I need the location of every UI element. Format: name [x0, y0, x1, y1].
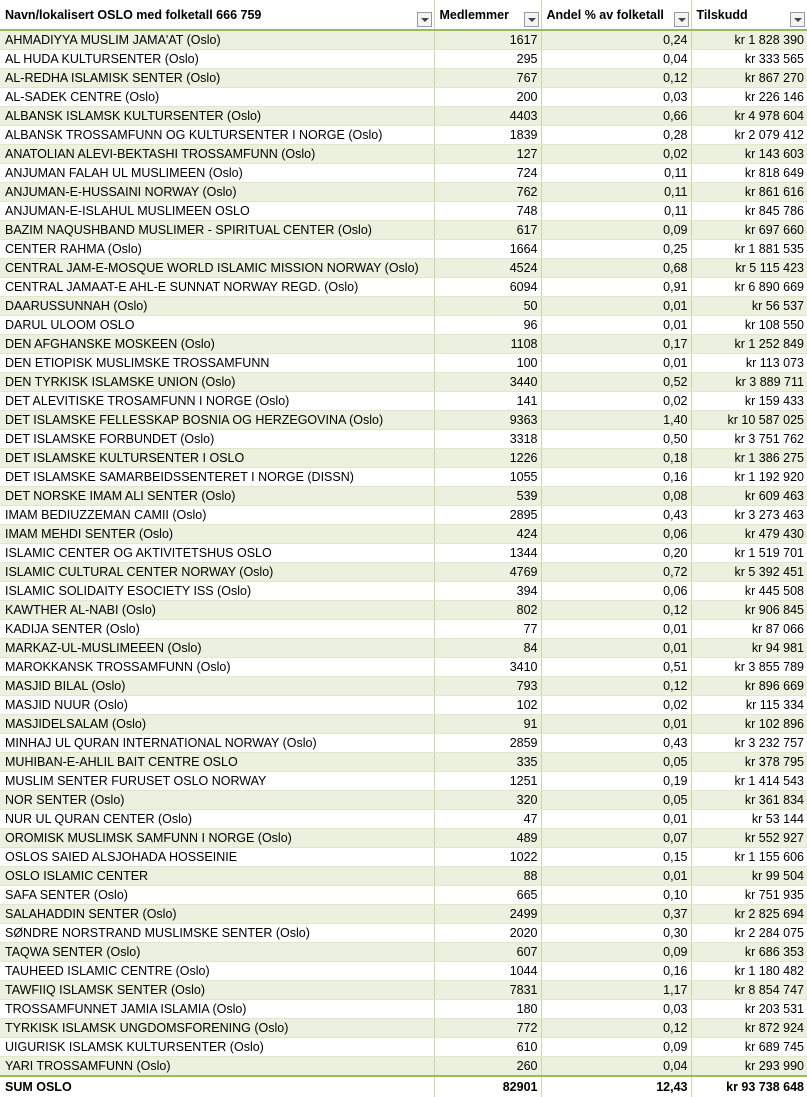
table-row: [0, 354, 807, 373]
table-row: [0, 373, 807, 392]
cell-name[interactable]: TAUHEED ISLAMIC CENTRE (Oslo): [0, 962, 434, 981]
table-row: [0, 658, 807, 677]
cell-members[interactable]: 2020: [434, 924, 541, 943]
cell-grant[interactable]: kr 3 273 463: [691, 506, 807, 525]
filter-dropdown-icon[interactable]: [524, 12, 539, 27]
cell-grant[interactable]: kr 108 550: [691, 316, 807, 335]
cell-share[interactable]: 0,12: [541, 601, 691, 620]
cell-share[interactable]: 0,28: [541, 126, 691, 145]
cell-share[interactable]: 1,17: [541, 981, 691, 1000]
cell-name[interactable]: AL HUDA KULTURSENTER (Oslo): [0, 50, 434, 69]
table-row: [0, 563, 807, 582]
cell-share[interactable]: 0,11: [541, 202, 691, 221]
cell-share[interactable]: 0,01: [541, 354, 691, 373]
cell-share[interactable]: 0,09: [541, 221, 691, 240]
cell-members[interactable]: 320: [434, 791, 541, 810]
header-share[interactable]: [541, 0, 691, 30]
table-row: [0, 981, 807, 1000]
cell-share[interactable]: 0,18: [541, 449, 691, 468]
cell-name[interactable]: TROSSAMFUNNET JAMIA ISLAMIA (Oslo): [0, 1000, 434, 1019]
cell-share[interactable]: 0,09: [541, 943, 691, 962]
table-row: [0, 715, 807, 734]
cell-grant[interactable]: kr 5 392 451: [691, 563, 807, 582]
cell-grant[interactable]: kr 115 334: [691, 696, 807, 715]
cell-share[interactable]: 0,12: [541, 1019, 691, 1038]
cell-members[interactable]: 180: [434, 1000, 541, 1019]
cell-grant[interactable]: kr 203 531: [691, 1000, 807, 1019]
cell-grant[interactable]: kr 867 270: [691, 69, 807, 88]
table-row: [0, 677, 807, 696]
cell-grant[interactable]: kr 2 825 694: [691, 905, 807, 924]
cell-name[interactable]: TAWFIIQ ISLAMSK SENTER (Oslo): [0, 981, 434, 1000]
table-row: [0, 278, 807, 297]
cell-share[interactable]: 0,09: [541, 1038, 691, 1057]
table-row: [0, 1000, 807, 1019]
table-row: [0, 962, 807, 981]
cell-name[interactable]: DET ALEVITISKE TROSAMFUNN I NORGE (Oslo): [0, 392, 434, 411]
filter-dropdown-icon[interactable]: [417, 12, 432, 27]
cell-share[interactable]: 0,11: [541, 183, 691, 202]
table-row: [0, 829, 807, 848]
cell-name[interactable]: MASJID NUUR (Oslo): [0, 696, 434, 715]
cell-share[interactable]: 0,02: [541, 145, 691, 164]
cell-members[interactable]: 424: [434, 525, 541, 544]
header-name-label: Navn/lokalisert OSLO med folketall 666 759: [5, 7, 262, 22]
cell-name[interactable]: UIGURISK ISLAMSK KULTURSENTER (Oslo): [0, 1038, 434, 1057]
table-row: [0, 506, 807, 525]
filter-dropdown-icon[interactable]: [790, 12, 805, 27]
cell-members[interactable]: 77: [434, 620, 541, 639]
cell-members[interactable]: 1664: [434, 240, 541, 259]
cell-share[interactable]: 0,51: [541, 658, 691, 677]
cell-grant[interactable]: kr 1 414 543: [691, 772, 807, 791]
header-row: [0, 0, 807, 30]
cell-members[interactable]: 1344: [434, 544, 541, 563]
cell-name[interactable]: SAFA SENTER (Oslo): [0, 886, 434, 905]
cell-name[interactable]: DET ISLAMSKE FORBUNDET (Oslo): [0, 430, 434, 449]
cell-share[interactable]: 0,17: [541, 335, 691, 354]
cell-members[interactable]: 1839: [434, 126, 541, 145]
cell-name[interactable]: ANATOLIAN ALEVI-BEKTASHI TROSSAMFUNN (Oslo): [0, 145, 434, 164]
table-row: [0, 791, 807, 810]
cell-share[interactable]: 0,01: [541, 297, 691, 316]
cell-members[interactable]: 1022: [434, 848, 541, 867]
cell-members[interactable]: 767: [434, 69, 541, 88]
cell-members[interactable]: 762: [434, 183, 541, 202]
cell-name[interactable]: ALBANSK TROSSAMFUNN OG KULTURSENTER I NORGE (Oslo): [0, 126, 434, 145]
cell-share[interactable]: 0,07: [541, 829, 691, 848]
table-row: [0, 525, 807, 544]
cell-grant[interactable]: kr 94 981: [691, 639, 807, 658]
cell-name[interactable]: NUR UL QURAN CENTER (Oslo): [0, 810, 434, 829]
table-row: [0, 1057, 807, 1077]
cell-name[interactable]: ISLAMIC SOLIDAITY ESOCIETY ISS (Oslo): [0, 582, 434, 601]
cell-grant[interactable]: kr 845 786: [691, 202, 807, 221]
cell-members[interactable]: 50: [434, 297, 541, 316]
cell-share[interactable]: 0,12: [541, 69, 691, 88]
table-row: [0, 316, 807, 335]
cell-share[interactable]: 0,43: [541, 506, 691, 525]
cell-grant[interactable]: kr 861 616: [691, 183, 807, 202]
table-row: [0, 734, 807, 753]
cell-grant[interactable]: kr 53 144: [691, 810, 807, 829]
total-grant[interactable]: kr 93 738 648: [691, 1076, 807, 1097]
cell-members[interactable]: 2859: [434, 734, 541, 753]
cell-grant[interactable]: kr 6 890 669: [691, 278, 807, 297]
cell-name[interactable]: TAQWA SENTER (Oslo): [0, 943, 434, 962]
cell-share[interactable]: 0,10: [541, 886, 691, 905]
cell-grant[interactable]: kr 293 990: [691, 1057, 807, 1077]
cell-name[interactable]: ANJUMAN-E-ISLAHUL MUSLIMEEN OSLO: [0, 202, 434, 221]
cell-members[interactable]: 335: [434, 753, 541, 772]
cell-share[interactable]: 0,91: [541, 278, 691, 297]
cell-share[interactable]: 0,01: [541, 639, 691, 658]
table-row: [0, 430, 807, 449]
cell-name[interactable]: KAWTHER AL-NABI (Oslo): [0, 601, 434, 620]
cell-members[interactable]: 260: [434, 1057, 541, 1077]
cell-name[interactable]: CENTRAL JAMAAT-E AHL-E SUNNAT NORWAY REGD. (Oslo): [0, 278, 434, 297]
table-row: [0, 620, 807, 639]
cell-members[interactable]: 3440: [434, 373, 541, 392]
cell-name[interactable]: BAZIM NAQUSHBAND MUSLIMER - SPIRITUAL CENTER (Oslo): [0, 221, 434, 240]
cell-grant[interactable]: kr 3 889 711: [691, 373, 807, 392]
table-row: [0, 449, 807, 468]
cell-share[interactable]: 0,02: [541, 392, 691, 411]
cell-grant[interactable]: kr 906 845: [691, 601, 807, 620]
cell-share[interactable]: 0,25: [541, 240, 691, 259]
cell-name[interactable]: IMAM BEDIUZZEMAN CAMII (Oslo): [0, 506, 434, 525]
table-row: [0, 126, 807, 145]
cell-grant[interactable]: kr 1 519 701: [691, 544, 807, 563]
cell-name[interactable]: SALAHADDIN SENTER (Oslo): [0, 905, 434, 924]
cell-share[interactable]: 0,37: [541, 905, 691, 924]
cell-grant[interactable]: kr 333 565: [691, 50, 807, 69]
cell-name[interactable]: MASJIDELSALAM (Oslo): [0, 715, 434, 734]
table-row: [0, 848, 807, 867]
cell-grant[interactable]: kr 8 854 747: [691, 981, 807, 1000]
cell-members[interactable]: 127: [434, 145, 541, 164]
cell-members[interactable]: 724: [434, 164, 541, 183]
cell-grant[interactable]: kr 4 978 604: [691, 107, 807, 126]
cell-share[interactable]: 0,04: [541, 1057, 691, 1077]
cell-grant[interactable]: kr 1 192 920: [691, 468, 807, 487]
cell-name[interactable]: ISLAMIC CULTURAL CENTER NORWAY (Oslo): [0, 563, 434, 582]
cell-share[interactable]: 0,03: [541, 88, 691, 107]
cell-members[interactable]: 88: [434, 867, 541, 886]
cell-name[interactable]: MINHAJ UL QURAN INTERNATIONAL NORWAY (Oslo): [0, 734, 434, 753]
cell-share[interactable]: 0,50: [541, 430, 691, 449]
cell-name[interactable]: DET NORSKE IMAM ALI SENTER (Oslo): [0, 487, 434, 506]
cell-members[interactable]: 4769: [434, 563, 541, 582]
cell-share[interactable]: 0,52: [541, 373, 691, 392]
total-share[interactable]: 12,43: [541, 1076, 691, 1097]
cell-members[interactable]: 9363: [434, 411, 541, 430]
table-row: [0, 601, 807, 620]
cell-members[interactable]: 1617: [434, 30, 541, 50]
cell-members[interactable]: 2895: [434, 506, 541, 525]
table-row: [0, 50, 807, 69]
cell-name[interactable]: DARUL ULOOM OSLO: [0, 316, 434, 335]
cell-grant[interactable]: kr 113 073: [691, 354, 807, 373]
cell-name[interactable]: ALBANSK ISLAMSK KULTURSENTER (Oslo): [0, 107, 434, 126]
table-row: [0, 810, 807, 829]
cell-members[interactable]: 394: [434, 582, 541, 601]
cell-grant[interactable]: kr 3 232 757: [691, 734, 807, 753]
cell-members[interactable]: 102: [434, 696, 541, 715]
cell-members[interactable]: 793: [434, 677, 541, 696]
table-body: [0, 30, 807, 1076]
cell-share[interactable]: 0,12: [541, 677, 691, 696]
filter-dropdown-icon[interactable]: [674, 12, 689, 27]
cell-name[interactable]: IMAM MEHDI SENTER (Oslo): [0, 525, 434, 544]
cell-share[interactable]: 0,01: [541, 867, 691, 886]
cell-share[interactable]: 0,66: [541, 107, 691, 126]
cell-share[interactable]: 0,04: [541, 50, 691, 69]
cell-members[interactable]: 1226: [434, 449, 541, 468]
cell-members[interactable]: 1044: [434, 962, 541, 981]
cell-share[interactable]: 0,02: [541, 696, 691, 715]
cell-name[interactable]: YARI TROSSAMFUNN (Oslo): [0, 1057, 434, 1077]
cell-grant[interactable]: kr 3 855 789: [691, 658, 807, 677]
cell-name[interactable]: MARKAZ-UL-MUSLIMEEEN (Oslo): [0, 639, 434, 658]
cell-members[interactable]: 610: [434, 1038, 541, 1057]
table-row: [0, 582, 807, 601]
table-row: [0, 468, 807, 487]
cell-members[interactable]: 200: [434, 88, 541, 107]
cell-members[interactable]: 489: [434, 829, 541, 848]
table-row: [0, 772, 807, 791]
cell-share[interactable]: 0,68: [541, 259, 691, 278]
cell-name[interactable]: OSLO ISLAMIC CENTER: [0, 867, 434, 886]
cell-grant[interactable]: kr 2 079 412: [691, 126, 807, 145]
cell-grant[interactable]: kr 872 924: [691, 1019, 807, 1038]
total-row: [0, 1076, 807, 1097]
cell-name[interactable]: MAROKKANSK TROSSAMFUNN (Oslo): [0, 658, 434, 677]
cell-share[interactable]: 0,16: [541, 962, 691, 981]
cell-name[interactable]: KADIJA SENTER (Oslo): [0, 620, 434, 639]
cell-share[interactable]: 0,06: [541, 525, 691, 544]
cell-grant[interactable]: kr 751 935: [691, 886, 807, 905]
cell-grant[interactable]: kr 479 430: [691, 525, 807, 544]
cell-members[interactable]: 7831: [434, 981, 541, 1000]
cell-name[interactable]: TYRKISK ISLAMSK UNGDOMSFORENING (Oslo): [0, 1019, 434, 1038]
cell-grant[interactable]: kr 99 504: [691, 867, 807, 886]
cell-share[interactable]: 0,01: [541, 620, 691, 639]
cell-grant[interactable]: kr 87 066: [691, 620, 807, 639]
cell-grant[interactable]: kr 552 927: [691, 829, 807, 848]
cell-name[interactable]: AL-SADEK CENTRE (Oslo): [0, 88, 434, 107]
header-grant-label: Tilskudd: [696, 7, 748, 22]
cell-grant[interactable]: kr 609 463: [691, 487, 807, 506]
table-row: [0, 943, 807, 962]
cell-share[interactable]: 1,40: [541, 411, 691, 430]
cell-name[interactable]: MUSLIM SENTER FURUSET OSLO NORWAY: [0, 772, 434, 791]
header-members-label: Medlemmer: [439, 7, 509, 22]
cell-members[interactable]: 295: [434, 50, 541, 69]
table-row: [0, 544, 807, 563]
cell-members[interactable]: 1108: [434, 335, 541, 354]
cell-grant[interactable]: kr 56 537: [691, 297, 807, 316]
cell-name[interactable]: CENTER RAHMA (Oslo): [0, 240, 434, 259]
table-row: [0, 30, 807, 50]
cell-grant[interactable]: kr 102 896: [691, 715, 807, 734]
table-row: [0, 1019, 807, 1038]
cell-share[interactable]: 0,03: [541, 1000, 691, 1019]
table-row: [0, 411, 807, 430]
total-label[interactable]: SUM OSLO: [0, 1076, 434, 1097]
cell-share[interactable]: 0,08: [541, 487, 691, 506]
cell-name[interactable]: NOR SENTER (Oslo): [0, 791, 434, 810]
table-row: [0, 221, 807, 240]
cell-name[interactable]: ANJUMAN FALAH UL MUSLIMEEN (Oslo): [0, 164, 434, 183]
cell-members[interactable]: 141: [434, 392, 541, 411]
cell-name[interactable]: OROMISK MUSLIMSK SAMFUNN I NORGE (Oslo): [0, 829, 434, 848]
cell-members[interactable]: 2499: [434, 905, 541, 924]
cell-members[interactable]: 100: [434, 354, 541, 373]
cell-name[interactable]: DET ISLAMSKE KULTURSENTER I OSLO: [0, 449, 434, 468]
cell-share[interactable]: 0,30: [541, 924, 691, 943]
cell-share[interactable]: 0,06: [541, 582, 691, 601]
header-members[interactable]: [434, 0, 541, 30]
cell-members[interactable]: 748: [434, 202, 541, 221]
table-row: [0, 107, 807, 126]
cell-grant[interactable]: kr 1 828 390: [691, 30, 807, 50]
cell-share[interactable]: 0,05: [541, 791, 691, 810]
cell-members[interactable]: 607: [434, 943, 541, 962]
cell-name[interactable]: DEN ETIOPISK MUSLIMSKE TROSSAMFUNN: [0, 354, 434, 373]
cell-members[interactable]: 91: [434, 715, 541, 734]
table-footer: [0, 1076, 807, 1097]
cell-members[interactable]: 4524: [434, 259, 541, 278]
table-row: [0, 487, 807, 506]
cell-grant[interactable]: kr 3 751 762: [691, 430, 807, 449]
cell-share[interactable]: 0,15: [541, 848, 691, 867]
table-row: [0, 259, 807, 278]
cell-share[interactable]: 0,05: [541, 753, 691, 772]
cell-name[interactable]: AL-REDHA ISLAMISK SENTER (Oslo): [0, 69, 434, 88]
cell-share[interactable]: 0,16: [541, 468, 691, 487]
cell-name[interactable]: MUHIBAN-E-AHLIL BAIT CENTRE OSLO: [0, 753, 434, 772]
cell-name[interactable]: AHMADIYYA MUSLIM JAMA'AT (Oslo): [0, 30, 434, 50]
header-share-label: Andel % av folketall: [546, 7, 664, 22]
table-row: [0, 905, 807, 924]
table-row: [0, 867, 807, 886]
cell-name[interactable]: SØNDRE NORSTRAND MUSLIMSKE SENTER (Oslo): [0, 924, 434, 943]
cell-grant[interactable]: kr 1 180 482: [691, 962, 807, 981]
header-name[interactable]: [0, 0, 434, 30]
table-header: [0, 0, 807, 30]
cell-grant[interactable]: kr 5 115 423: [691, 259, 807, 278]
cell-grant[interactable]: kr 1 252 849: [691, 335, 807, 354]
cell-name[interactable]: MASJID BILAL (Oslo): [0, 677, 434, 696]
cell-grant[interactable]: kr 445 508: [691, 582, 807, 601]
total-members[interactable]: 82901: [434, 1076, 541, 1097]
cell-grant[interactable]: kr 818 649: [691, 164, 807, 183]
cell-members[interactable]: 1251: [434, 772, 541, 791]
cell-grant[interactable]: kr 697 660: [691, 221, 807, 240]
cell-name[interactable]: OSLOS SAIED ALSJOHADA HOSSEINIE: [0, 848, 434, 867]
table-row: [0, 202, 807, 221]
cell-members[interactable]: 96: [434, 316, 541, 335]
table-row: [0, 69, 807, 88]
cell-name[interactable]: DET ISLAMSKE SAMARBEIDSSENTERET I NORGE (DISSN): [0, 468, 434, 487]
cell-grant[interactable]: kr 143 603: [691, 145, 807, 164]
cell-grant[interactable]: kr 1 881 535: [691, 240, 807, 259]
table-row: [0, 183, 807, 202]
cell-share[interactable]: 0,19: [541, 772, 691, 791]
cell-members[interactable]: 539: [434, 487, 541, 506]
table-row: [0, 924, 807, 943]
table-row: [0, 886, 807, 905]
cell-name[interactable]: DEN TYRKISK ISLAMSKE UNION (Oslo): [0, 373, 434, 392]
cell-name[interactable]: ANJUMAN-E-HUSSAINI NORWAY (Oslo): [0, 183, 434, 202]
cell-grant[interactable]: kr 226 146: [691, 88, 807, 107]
cell-members[interactable]: 47: [434, 810, 541, 829]
table-row: [0, 1038, 807, 1057]
table-row: [0, 392, 807, 411]
cell-grant[interactable]: kr 10 587 025: [691, 411, 807, 430]
cell-share[interactable]: 0,01: [541, 715, 691, 734]
table-row: [0, 240, 807, 259]
cell-grant[interactable]: kr 2 284 075: [691, 924, 807, 943]
table-row: [0, 639, 807, 658]
cell-share[interactable]: 0,11: [541, 164, 691, 183]
cell-grant[interactable]: kr 896 669: [691, 677, 807, 696]
cell-members[interactable]: 617: [434, 221, 541, 240]
table-row: [0, 753, 807, 772]
cell-members[interactable]: 3410: [434, 658, 541, 677]
table-row: [0, 297, 807, 316]
cell-share[interactable]: 0,43: [541, 734, 691, 753]
cell-name[interactable]: DEN AFGHANSKE MOSKEEN (Oslo): [0, 335, 434, 354]
table-row: [0, 88, 807, 107]
table-row: [0, 164, 807, 183]
cell-share[interactable]: 0,72: [541, 563, 691, 582]
cell-grant[interactable]: kr 1 386 275: [691, 449, 807, 468]
cell-name[interactable]: DET ISLAMSKE FELLESSKAP BOSNIA OG HERZEGOVINA (Oslo): [0, 411, 434, 430]
cell-grant[interactable]: kr 689 745: [691, 1038, 807, 1057]
table-row: [0, 335, 807, 354]
cell-share[interactable]: 0,01: [541, 810, 691, 829]
cell-members[interactable]: 1055: [434, 468, 541, 487]
header-grant[interactable]: [691, 0, 807, 30]
cell-share[interactable]: 0,20: [541, 544, 691, 563]
cell-grant[interactable]: kr 159 433: [691, 392, 807, 411]
cell-grant[interactable]: kr 361 834: [691, 791, 807, 810]
cell-name[interactable]: ISLAMIC CENTER OG AKTIVITETSHUS OSLO: [0, 544, 434, 563]
cell-name[interactable]: CENTRAL JAM-E-MOSQUE WORLD ISLAMIC MISSION NORWAY (Oslo): [0, 259, 434, 278]
cell-name[interactable]: DAARUSSUNNAH (Oslo): [0, 297, 434, 316]
table-row: [0, 696, 807, 715]
cell-grant[interactable]: kr 1 155 606: [691, 848, 807, 867]
cell-share[interactable]: 0,24: [541, 30, 691, 50]
cell-members[interactable]: 665: [434, 886, 541, 905]
table-row: [0, 145, 807, 164]
cell-members[interactable]: 802: [434, 601, 541, 620]
cell-members[interactable]: 772: [434, 1019, 541, 1038]
cell-members[interactable]: 6094: [434, 278, 541, 297]
cell-members[interactable]: 4403: [434, 107, 541, 126]
cell-members[interactable]: 3318: [434, 430, 541, 449]
cell-members[interactable]: 84: [434, 639, 541, 658]
cell-share[interactable]: 0,01: [541, 316, 691, 335]
cell-grant[interactable]: kr 378 795: [691, 753, 807, 772]
cell-grant[interactable]: kr 686 353: [691, 943, 807, 962]
